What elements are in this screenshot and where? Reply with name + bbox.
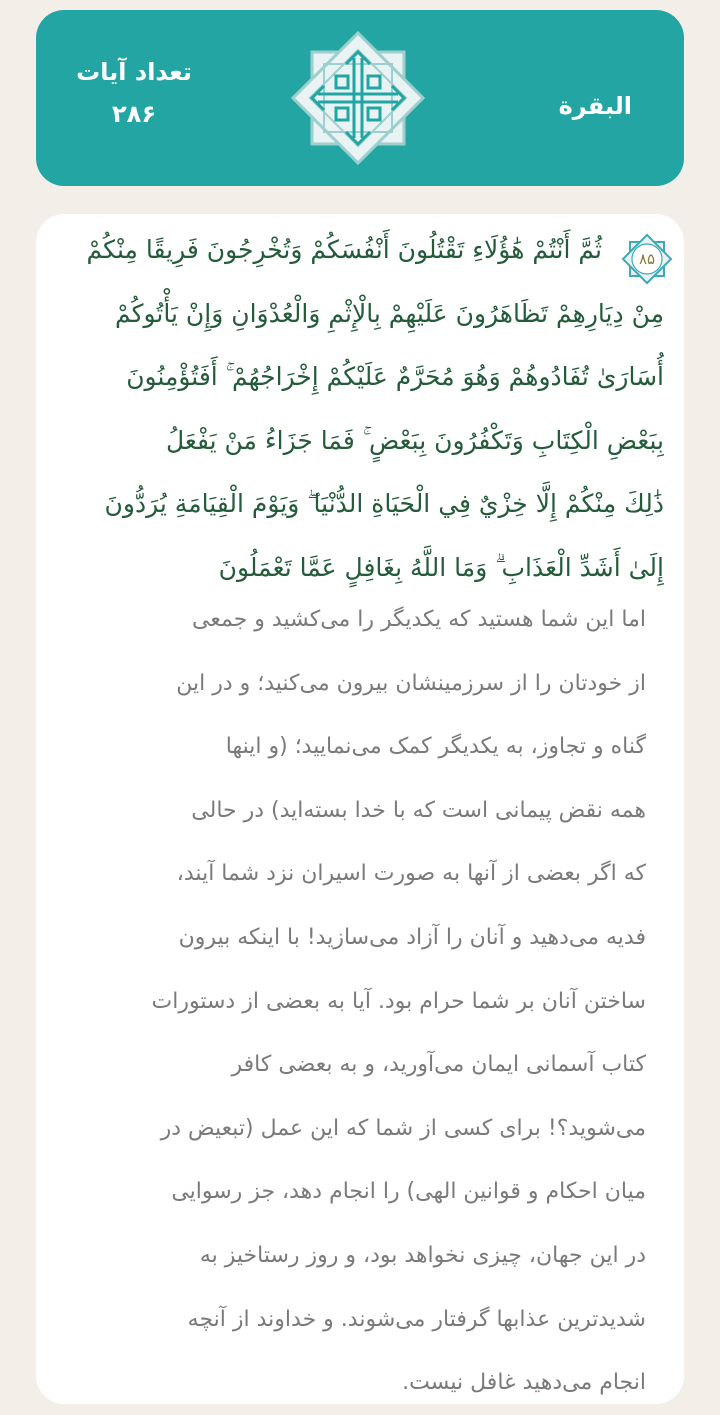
islamic-star-emblem-icon	[286, 26, 430, 170]
arabic-line: ثُمَّ أَنْتُمْ هَٰؤُلَاءِ تَقْتُلُونَ أَنْفُسَكُمْ وَتُخْرِجُونَ فَرِيقًا مِنْكُمْ	[86, 235, 602, 264]
translation-line: اما این شما هستید که یکدیگر را می‌کشید و جمعی	[192, 607, 646, 632]
translation-line: می‌شوید؟! برای کسی از شما که این عمل (تبعیض در	[160, 1115, 646, 1141]
translation-line: ساختن آنان بر شما حرام بود. آیا به بعضی از دستورات	[151, 988, 646, 1014]
ayah-number: ۸۵	[638, 250, 656, 268]
ayah-count-value: ۲۸۶	[112, 100, 156, 128]
ayah-count-label: تعداد آیات	[76, 58, 192, 86]
surah-header	[36, 10, 684, 186]
translation-line: انجام می‌دهید غافل نیست.	[402, 1370, 646, 1396]
translation-line: گناه و تجاوز، به یکدیگر کمک می‌نمایید؛ (و اینها	[225, 734, 646, 760]
ayah-translation-text[interactable]	[50, 588, 646, 1415]
arabic-line: أُسَارَىٰ تُفَادُوهُمْ وَهُوَ مُحَرَّمٌ عَلَيْكُمْ إِخْرَاجُهُمْ ۚ أَفَتُؤْمِنُونَ	[126, 362, 664, 391]
translation-line: شدیدترین عذابها گرفتار می‌شوند. و خداوند از آنچه	[187, 1306, 646, 1332]
ayah-count	[54, 58, 214, 128]
translation-line: فدیه می‌دهید و آنان را آزاد می‌سازید! با اینکه بیرون	[178, 924, 646, 950]
arabic-line: بِبَعْضِ الْكِتَابِ وَتَكْفُرُونَ بِبَعْضٍ ۚ فَمَا جَزَاءُ مَنْ يَفْعَلُ	[165, 425, 664, 455]
translation-line: که اگر بعضی از آنها به صورت اسیران نزد شما آیند،	[176, 861, 646, 887]
arabic-line: مِنْ دِيَارِهِمْ تَظَاهَرُونَ عَلَيْهِمْ بِالْإِثْمِ وَالْعُدْوَانِ وَإِنْ يَأْتُوكُمْ	[114, 298, 664, 328]
ayah-card	[36, 214, 684, 1404]
surah-name: البقرة	[558, 92, 632, 120]
translation-line: میان احکام و قوانین الهی) را انجام دهد، جز رسوایی	[171, 1179, 646, 1205]
translation-line: از خودتان را از سرزمینشان بیرون می‌کنید؛ و در این	[176, 670, 646, 696]
translation-line: کتاب آسمانی ایمان می‌آورید، و به بعضی کافر	[231, 1052, 646, 1078]
arabic-line: ذَٰلِكَ مِنْكُمْ إِلَّا خِزْيٌ فِي الْحَيَاةِ الدُّنْيَا ۖ وَيَوْمَ الْقِيَامَةِ يُرَدُّونَ	[104, 489, 664, 518]
arabic-line: إِلَىٰ أَشَدِّ الْعَذَابِ ۗ وَمَا اللَّهُ بِغَافِلٍ عَمَّا تَعْمَلُونَ	[218, 552, 664, 582]
ayah-arabic-text[interactable]	[46, 218, 664, 599]
translation-line: همه نقض پیمانی است که با خدا بسته‌اید) در حالی	[191, 797, 646, 823]
translation-line: در این جهان، چیزی نخواهد بود، و روز رستاخیز به	[199, 1242, 646, 1268]
